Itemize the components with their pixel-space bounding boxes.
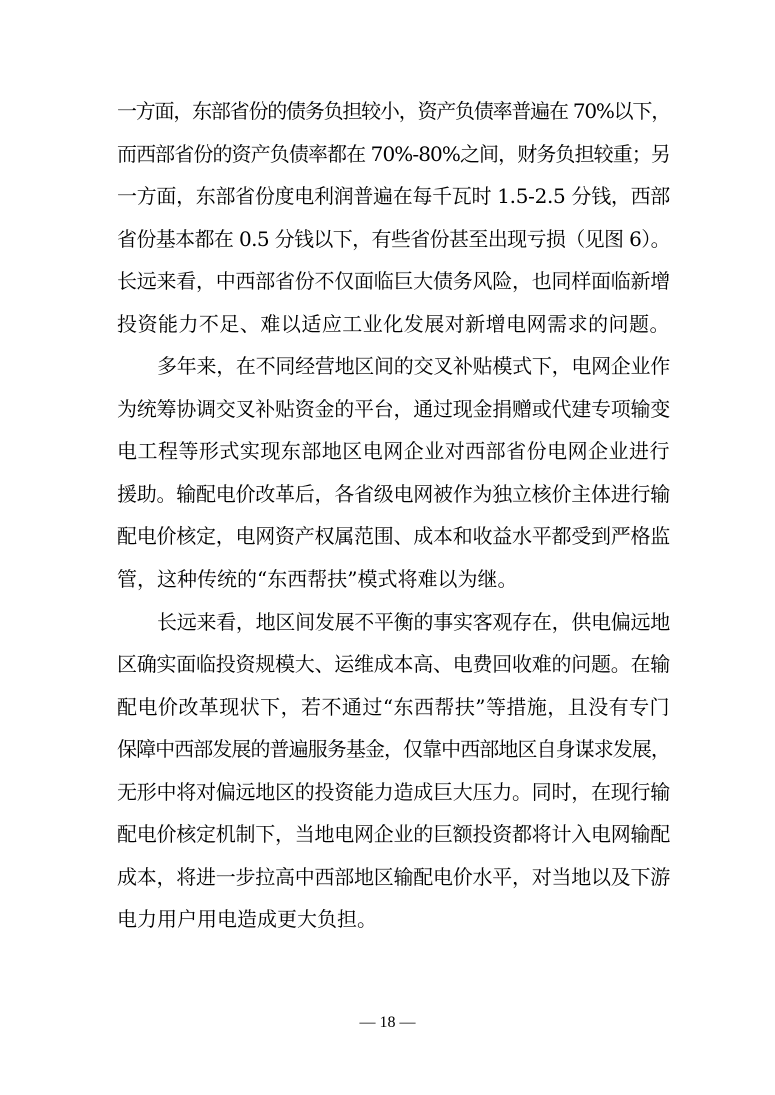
text-line: 一方面，东部省份度电利润普遍在每千瓦时 1.5-2.5 分钱，西部 (117, 184, 670, 208)
text-line: 配电价改革现状下，若不通过“东西帮扶”等措施，且没有专门 (117, 695, 670, 719)
paragraph-1-line-4 (0, 219, 775, 259)
paragraph-2-line-5 (0, 516, 775, 556)
paragraph-1-line-1 (0, 91, 775, 131)
text-line: 管，这种传统的“东西帮扶”模式将难以为继。 (117, 567, 518, 591)
paragraph-2-line-4 (0, 474, 775, 514)
text-line: 而西部省份的资产负债率都在 70%-80%之间，财务负担较重；另 (117, 142, 670, 166)
text-line: 电工程等形式实现东部地区电网企业对西部省份电网企业进行 (117, 439, 670, 463)
paragraph-3-line-7 (0, 857, 775, 897)
text-line: 保障中西部发展的普遍服务基金，仅靠中西部地区自身谋求发展， (117, 737, 670, 761)
paragraph-3-line-3 (0, 687, 775, 727)
text-line: 一方面，东部省份的债务负担较小，资产负债率普遍在 70%以下， (117, 99, 670, 123)
text-line: 无形中将对偏远地区的投资能力造成巨大压力。同时，在现行输 (117, 780, 670, 804)
text-line: 省份基本都在 0.5 分钱以下，有些省份甚至出现亏损（见图 6）。 (117, 227, 670, 251)
paragraph-1-line-3 (0, 176, 775, 216)
paragraph-2-line-2 (0, 389, 775, 429)
text-line: 多年来，在不同经营地区间的交叉补贴模式下，电网企业作 (157, 354, 670, 378)
text-line: 区确实面临投资规模大、运维成本高、电费回收难的问题。在输 (117, 652, 670, 676)
text-line: 配电价核定机制下，当地电网企业的巨额投资都将计入电网输配 (117, 822, 670, 846)
paragraph-3-line-4 (0, 729, 775, 769)
paragraph-3-line-2 (0, 644, 775, 684)
paragraph-3-line-1 (0, 602, 775, 642)
text-line: 长远来看，中西部省份不仅面临巨大债务风险，也同样面临新增 (117, 269, 670, 293)
paragraph-2-line-3 (0, 431, 775, 471)
paragraph-1-line-6 (0, 304, 775, 344)
text-line: 长远来看，地区间发展不平衡的事实客观存在，供电偏远地 (157, 610, 670, 634)
text-line: 配电价核定，电网资产权属范围、成本和收益水平都受到严格监 (117, 524, 670, 548)
paragraph-3-line-6 (0, 814, 775, 854)
text-line: 成本，将进一步拉高中西部地区输配电价水平，对当地以及下游 (117, 865, 670, 889)
paragraph-2-line-1 (0, 346, 775, 386)
text-line: 为统筹协调交叉补贴资金的平台，通过现金捐赠或代建专项输变 (117, 397, 670, 421)
paragraph-3-line-8 (0, 899, 775, 939)
paragraph-3-line-5 (0, 772, 775, 812)
paragraph-2-line-6 (0, 559, 775, 599)
paragraph-1-line-2 (0, 134, 775, 174)
text-line: 援助。输配电价改革后，各省级电网被作为独立核价主体进行输 (117, 482, 670, 506)
text-line: 电力用户用电造成更大负担。 (117, 907, 377, 931)
page-number: — 18 — (359, 1014, 416, 1031)
text-line: 投资能力不足、难以适应工业化发展对新增电网需求的问题。 (117, 312, 670, 336)
paragraph-1-line-5 (0, 261, 775, 301)
